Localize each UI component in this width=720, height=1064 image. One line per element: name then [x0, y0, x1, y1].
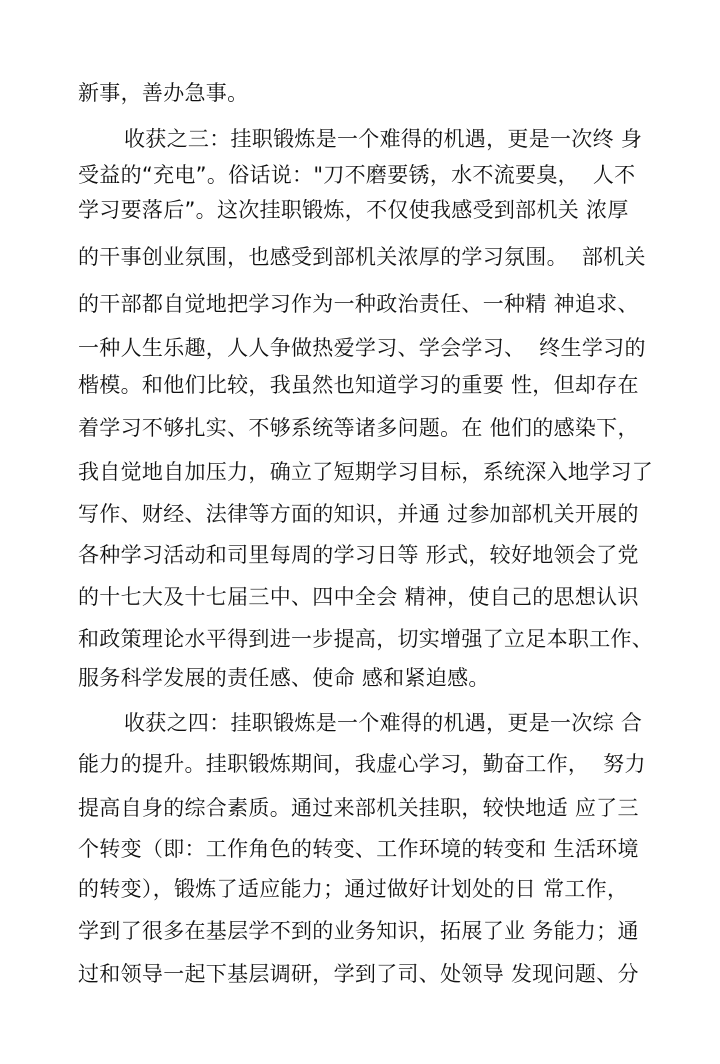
- text-line: 学习要落后”。这次挂职锻炼，不仅使我感受到部机关 浓厚: [78, 198, 629, 222]
- text-line: 楷模。和他们比较，我虽然也知道学习的重要 性，但却存在: [78, 373, 639, 397]
- text-line: 学到了很多在基层学不到的业务知识，拓展了业 务能力；通: [78, 919, 639, 943]
- text-line: 我自觉地自加压力，确立了短期学习目标，系统深入地学习了: [78, 460, 654, 484]
- text-line: 能力的提升。挂职锻炼期间，我虚心学习，勤奋工作， 努力: [78, 752, 646, 776]
- paragraph-4-start: 收获之四：挂职锻炼是一个难得的机遇，更是一次综 合: [124, 711, 643, 735]
- text-line: 的干事创业氛围，也感受到部机关浓厚的学习氛围。 部机关: [78, 245, 646, 269]
- text-line: 各种学习活动和司里每周的学习日等 形式，较好地领会了党: [78, 543, 639, 567]
- text-line: 的十七大及十七届三中、四中全会 精神，使自己的思想认识: [78, 585, 639, 609]
- text-line: 服务科学发展的责任感、使命 感和紧迫感。: [78, 666, 490, 690]
- text-line: 个转变（即：工作角色的转变、工作环境的转变和 生活环境: [78, 837, 639, 861]
- text-line: 和政策理论水平得到进一步提高，切实增强了立足本职工作、: [78, 627, 654, 651]
- text-line: 新事，善办急事。: [78, 81, 249, 105]
- paragraph-3-start: 收获之三：挂职锻炼是一个难得的机遇，更是一次终 身: [124, 127, 643, 151]
- text-line: 受益的“充电”。俗话说："刀不磨要锈，水不流要臭， 人不: [78, 163, 636, 187]
- text-line: 着学习不够扎实、不够系统等诸多问题。在 他们的感染下，: [78, 416, 639, 440]
- text-line: 提高自身的综合素质。通过来部机关挂职，较快地适 应了三: [78, 796, 639, 820]
- text-line: 过和领导一起下基层调研，学到了司、处领导 发现问题、分: [78, 962, 639, 986]
- text-line: 的转变），锻炼了适应能力；通过做好计划处的日 常工作，: [78, 877, 629, 901]
- text-line: 的干部都自觉地把学习作为一种政治责任、一种精 神追求、: [78, 292, 639, 316]
- text-line: 写作、财经、法律等方面的知识，并通 过参加部机关开展的: [78, 502, 639, 526]
- text-line: 一种人生乐趣，人人争做热爱学习、学会学习、 终生学习的: [78, 336, 646, 360]
